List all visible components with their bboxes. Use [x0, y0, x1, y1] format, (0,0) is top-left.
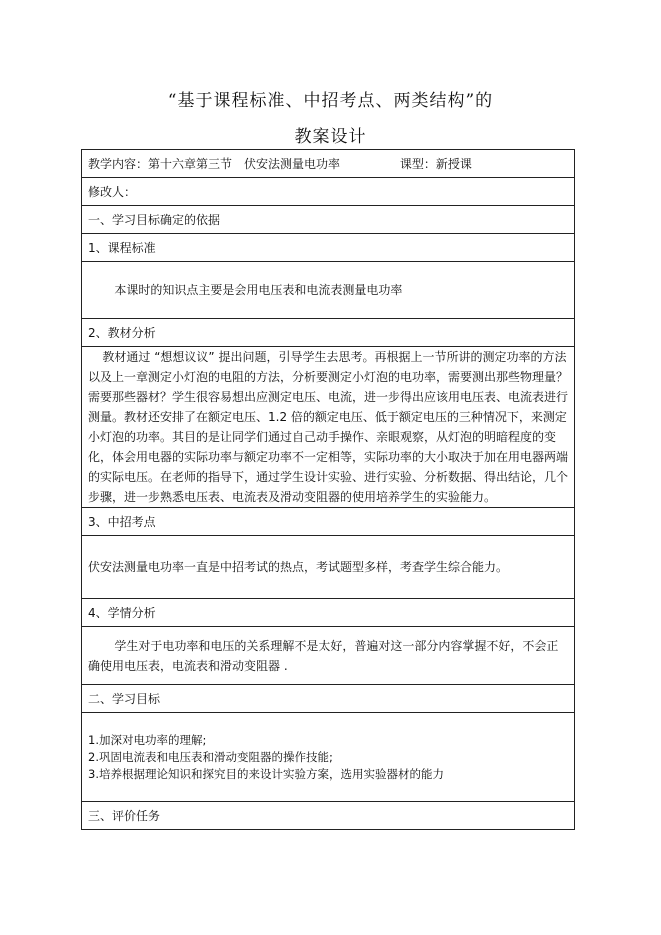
student-analysis-text: 学生对于电功率和电压的关系理解不是太好，普遍对这一部分内容掌握不好，不会正确使用电压表，电流表和滑动变阻器 .	[82, 627, 575, 685]
section-heading-3: 三、评价任务	[82, 802, 575, 830]
curriculum-standard-text: 本课时的知识点主要是会用电压表和电流表测量电功率	[82, 262, 575, 319]
editor-label: 修改人：	[82, 178, 575, 206]
table-row-section3	[82, 802, 575, 830]
table-row-content	[82, 150, 575, 178]
course-type	[400, 154, 472, 174]
table-row-sub3-text	[82, 536, 575, 599]
type-label: 课型：	[399, 156, 436, 171]
section-heading-1: 一、学习目标确定的依据	[82, 206, 575, 234]
content-label: 教学内容：	[88, 156, 149, 171]
goal-item: 1.加深对电功率的理解;	[88, 732, 207, 747]
subheading-textbook-analysis: 2、教材分析	[82, 319, 575, 347]
table-row-editor	[82, 178, 575, 206]
exam-points-text: 伏安法测量电功率一直是中招考试的热点，考试题型多样，考查学生综合能力。	[82, 536, 575, 599]
table-row-sub3	[82, 508, 575, 536]
goal-item: 2.巩固电流表和电压表和滑动变阻器的操作技能;	[88, 749, 333, 764]
content-line	[88, 154, 340, 174]
table-row-sub4	[82, 599, 575, 627]
type-value: 新授课	[435, 156, 472, 171]
table-row-goals	[82, 713, 575, 802]
document-title-line-2: 教案设计	[294, 127, 367, 147]
table-row-section2	[82, 685, 575, 713]
table-row-sub2	[82, 319, 575, 347]
goal-list	[88, 732, 568, 783]
goals-cell	[82, 713, 575, 802]
document-title-line-1: “基于课程标准、中招考点、两类结构”的	[167, 91, 494, 111]
table-row-sub4-text	[82, 627, 575, 685]
table-row-section1	[82, 206, 575, 234]
table-row-sub1-text	[82, 262, 575, 319]
content-cell	[82, 150, 575, 178]
subheading-exam-points: 3、中招考点	[82, 508, 575, 536]
textbook-analysis-text: 教材通过 “想想议议” 提出问题，引导学生去思考。再根据上一节所讲的测定功率的方法以及上一章测定小灯泡的电阻的方法，分析要测定小灯泡的电功率，需要测出那些物理量？需要那些器材？学生很容易想出应测定电压、电流，进一步得出应该用电压表、电流表进行测量。教材还安排了在额定电压、1.2 倍的额定电压、低于额定电压的三种情况下，来测定小灯泡的功率。其目的是让同学们通过自己动手操作、亲眼观察，从灯泡的明暗程度的变化，体会用电器的实际功率与额定功率不一定相等，实际功率的大小取决于加在用电器两端的实际电压。在老师的指导下，通过学生设计实验、进行实验、分析数据、得出结论，几个步骤，进一步熟悉电压表、电流表及滑动变阻器的使用培养学生的实验能力。	[82, 347, 575, 508]
section-heading-2: 二、学习目标	[82, 685, 575, 713]
table-row-sub1	[82, 234, 575, 262]
subheading-student-analysis: 4、学情分析	[82, 599, 575, 627]
lesson-plan-table	[81, 149, 575, 830]
subheading-curriculum-standard: 1、课程标准	[82, 234, 575, 262]
goal-item: 3.培养根据理论知识和探究目的来设计实验方案，选用实验器材的能力	[88, 766, 444, 781]
table-row-sub2-text	[82, 347, 575, 508]
content-value: 第十六章第三节 伏安法测量电功率	[148, 156, 341, 171]
